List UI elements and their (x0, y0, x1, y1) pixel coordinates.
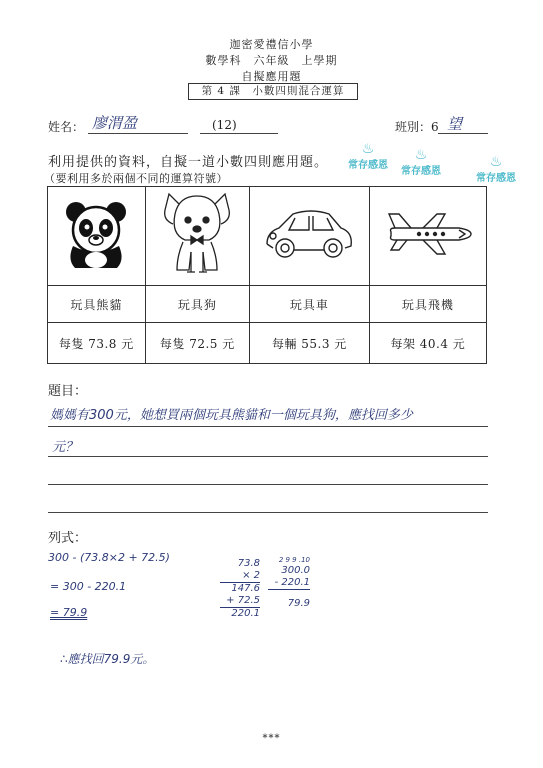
worksheet-title: 自擬應用題 (241, 70, 302, 83)
solution-answer: ∴應找回79.9元。 (60, 652, 155, 666)
solution-step-2: = 300 - 220.1 (50, 580, 127, 593)
writing-line (48, 484, 488, 485)
bowl-icon: ♨ (414, 147, 428, 163)
toy-name: 玩具狗 (145, 286, 249, 323)
airplane-icon (383, 210, 473, 258)
toy-picture-cell (145, 187, 249, 286)
page-footer: *** (262, 733, 281, 744)
panda-icon (61, 198, 131, 270)
writing-line (48, 426, 488, 427)
solution-step-1: 300 - (73.8×2 + 72.5) (48, 551, 170, 564)
school-name: 迦密愛禮信小學 (229, 38, 314, 51)
bowl-icon: ♨ (361, 141, 375, 157)
toy-name: 玩具車 (250, 286, 370, 323)
lesson-title: 第 4 課 小數四則混合運算 (188, 83, 358, 100)
student-name: 廖渭盈 (92, 114, 138, 132)
toy-price: 每架 40.4 元 (369, 323, 486, 364)
writing-line (48, 456, 488, 457)
dog-icon (157, 190, 237, 278)
toy-picture-cell (48, 187, 146, 286)
gratitude-stamp: ♨ 常存感恩 (348, 141, 388, 171)
question-line-2: 元？ (52, 440, 79, 455)
toy-name: 玩具熊貓 (48, 286, 146, 323)
toy-name: 玩具飛機 (369, 286, 486, 323)
solution-step-3: = 79.9 (50, 606, 88, 619)
class-underline (438, 133, 488, 134)
class-value: 望 (447, 115, 463, 133)
question-label: 題目： (48, 384, 88, 399)
vertical-subtraction: 2 9 9 .10 300.0 - 220.1 79.9 (268, 556, 310, 610)
gratitude-stamp: ♨ 常存感恩 (401, 147, 441, 177)
toy-picture-cell (369, 187, 486, 286)
toy-price: 每隻 72.5 元 (145, 323, 249, 364)
question-line-1: 媽媽有300元，她想買兩個玩具熊貓和一個玩具狗，應找回多少 (50, 408, 413, 423)
toy-price: 每隻 73.8 元 (48, 323, 146, 364)
gratitude-stamp: ♨ 常存感恩 (476, 154, 516, 184)
instruction-text: 利用提供的資料，自擬一道小數四則應用題。 (48, 155, 329, 170)
toy-price-table (47, 186, 487, 364)
solution-label: 列式： (48, 531, 88, 546)
name-underline (88, 133, 188, 134)
toy-picture-cell (250, 187, 370, 286)
bowl-icon: ♨ (489, 154, 503, 170)
class-label: 班別：6 (395, 120, 439, 134)
instruction-note: （要利用多於兩個不同的運算符號） (44, 172, 228, 185)
car-icon (263, 206, 355, 262)
number-underline (200, 133, 278, 134)
writing-line (48, 512, 488, 513)
toy-price: 每輛 55.3 元 (250, 323, 370, 364)
name-label: 姓名： (48, 120, 85, 134)
student-number: (12) (212, 118, 237, 132)
vertical-multiplication: 73.8 × 2 147.6 + 72.5 220.1 (220, 558, 260, 620)
subject-line: 數學科 六年級 上學期 (205, 54, 338, 67)
